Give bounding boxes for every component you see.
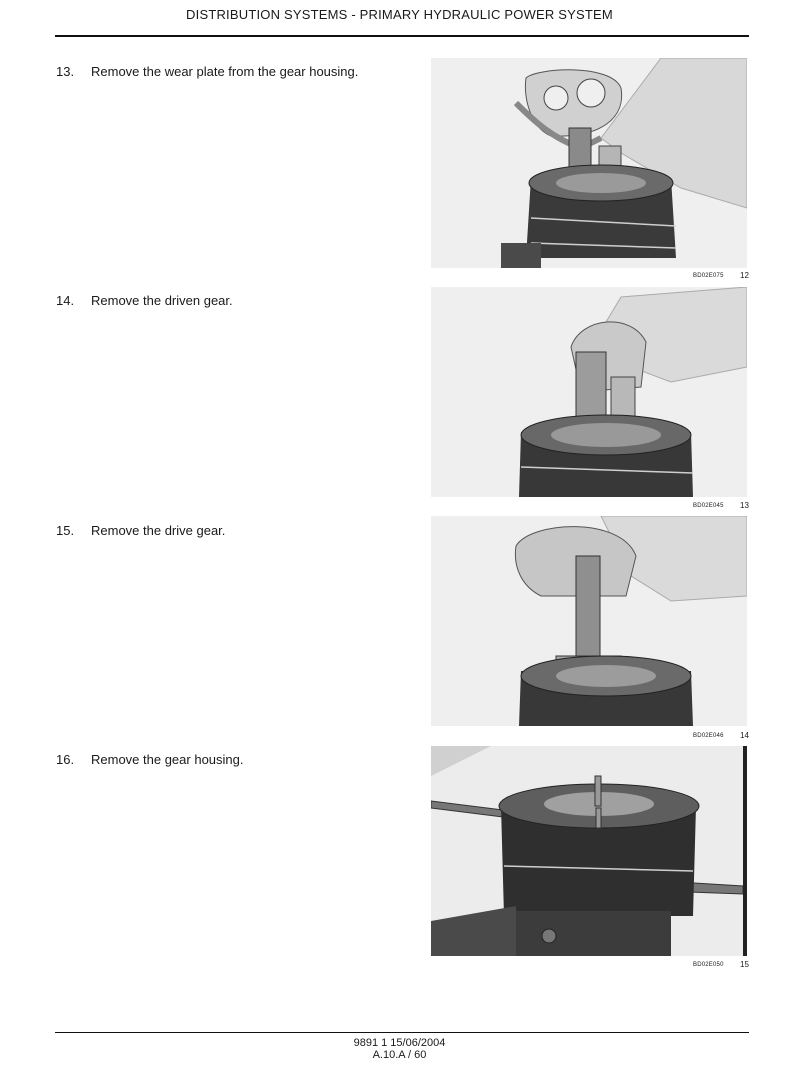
image-code: BD02E046 — [693, 733, 724, 739]
figure-number: 15 — [740, 960, 749, 969]
image-code: BD02E045 — [693, 503, 724, 509]
step-instruction: Remove the driven gear. — [91, 293, 233, 308]
gear-housing-removal-photo — [431, 746, 747, 956]
footer-page-number: A.10.A / 60 — [372, 1049, 427, 1061]
step-instruction: Remove the drive gear. — [91, 523, 226, 538]
page-header-title: DISTRIBUTION SYSTEMS - PRIMARY HYDRAULIC POWER SYSTEM — [186, 7, 613, 22]
step-number: 16. — [56, 752, 75, 767]
step-number: 14. — [56, 293, 75, 308]
driven-gear-removal-photo — [431, 287, 747, 497]
footer-rule — [55, 1032, 749, 1033]
step-number: 13. — [56, 64, 75, 79]
drive-gear-removal-photo — [431, 516, 747, 726]
figure-number: 14 — [740, 731, 749, 740]
image-code: BD02E050 — [693, 962, 724, 968]
figure-number: 12 — [740, 271, 749, 280]
image-code: BD02E075 — [693, 273, 724, 279]
step-number: 15. — [56, 523, 75, 538]
figure-number: 13 — [740, 501, 749, 510]
step-instruction: Remove the wear plate from the gear housing. — [91, 64, 359, 79]
footer-document-id: 9891 1 15/06/2004 — [353, 1037, 446, 1049]
step-instruction: Remove the gear housing. — [91, 752, 244, 767]
header-rule — [55, 35, 749, 37]
wear-plate-removal-photo — [431, 58, 747, 268]
